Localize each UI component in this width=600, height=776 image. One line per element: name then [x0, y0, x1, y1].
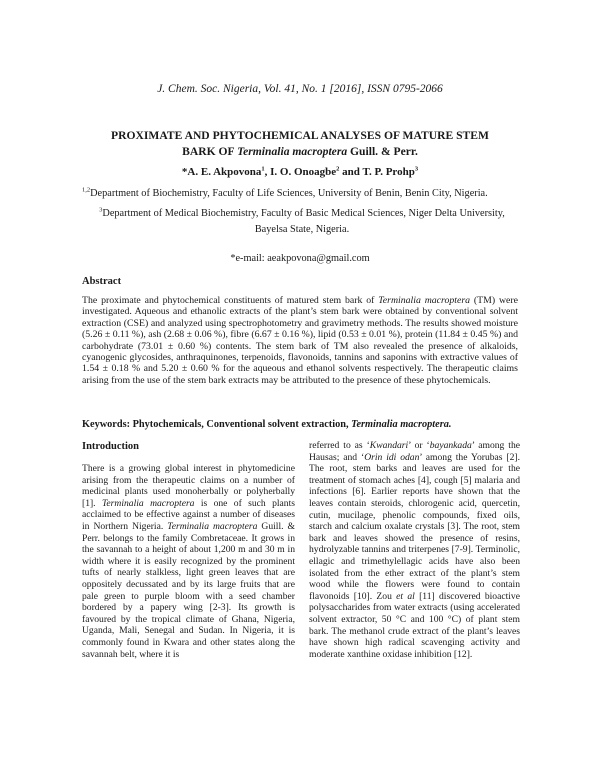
intro-text: Guill. & Perr. belongs to the family Combretaceae. It grows in the savannah to a height of about 1,200 m and 30 m in width where it is easily recognized by the prominent tufts of nearly stalkless, light green leaves that are oppositely decussated and by its large fruits that are pale green to purple bloom with a seed chamber bordered by a papery wing [2-3]. Its growth is favoured by the tropical climate of Ghana, Nigeria, Uganda, Mali, Senegal and Sudan. In Nigeria, it is commonly found in Kwara and other states along the savannah belt, where it is	[82, 520, 295, 660]
abstract-body	[82, 295, 518, 386]
journal-header: J. Chem. Soc. Nigeria, Vol. 41, No. 1 [2016], ISSN 0795-2066	[157, 83, 443, 95]
intro-species: Terminalia macroptera	[167, 520, 258, 532]
author-3: and T. P. Prohp	[339, 166, 415, 178]
column-right	[309, 440, 520, 660]
title-text: BARK OF	[182, 145, 238, 158]
intro-text: ’ among the Hausas; and ‘	[309, 440, 520, 463]
intro-text: is one of such plants acclaimed to be effective against a number of diseases in Northern Nigeria.	[82, 497, 295, 532]
affiliation-1-text: Department of Biochemistry, Faculty of Life Sciences, University of Benin, Benin City, Nigeria.	[90, 188, 488, 199]
abstract-heading: Abstract	[82, 276, 122, 287]
abstract-text-2: (TM) were investigated. Aqueous and ethanolic extracts of the plant’s stem bark were obtained by conventional solvent extraction (CSE) and analyzed using spectrophotometry and gravimetry methods. The results showed moisture (5.26 ± 0.11 %), ash (2.68 ± 0.06 %), fibre (6.67 ± 0.16 %), lipid (0.53 ± 0.01 %), protein (11.84 ± 0.45 %) and carbohydrate (73.01 ± 0.60 %) contents. The stem bark of TM also revealed the presence of alkaloids, cyanogenic glycosides, anthraquinones, terpenoids, flavonoids, tannins and saponins with extractive values of 1.54 ± 0.18 % and 5.20 ± 0.60 % for the aqueous and ethanol solvents respectively. The therapeutic claims arising from the use of the stem bark extracts may be attributed to the presence of these phytochemicals.	[82, 295, 518, 386]
column-left	[82, 463, 295, 660]
affiliation-1	[82, 186, 562, 201]
title-authority: Guill. & Perr.	[347, 145, 418, 158]
author-1-sup: 1	[261, 165, 265, 173]
introduction-heading: Introduction	[82, 441, 139, 452]
title-species: Terminalia macroptera	[237, 145, 348, 158]
intro-local-name: bayankada	[429, 440, 472, 451]
affiliation-1-sup: 1,2	[82, 186, 91, 194]
intro-text: [11] discovered bioactive polysaccharides from water extracts (using accelerated solvent extractor, 50 °C and 100 °C) of plant stem bark. The methanol crude extract of the plant’s leaves have shown high radical scavenging activity and moderate xanthine oxidase inhibition [12].	[309, 590, 520, 660]
author-2-sup: 2	[336, 165, 340, 173]
keywords-species: Terminalia macroptera.	[351, 419, 452, 430]
affiliation-2	[82, 206, 522, 238]
affiliation-2-sup: 3	[99, 206, 103, 214]
intro-local-name: Orin idi odan	[364, 451, 420, 463]
keywords-text: Keywords: Phytochemicals, Conventional solvent extraction,	[82, 419, 352, 430]
intro-local-name: Kwandari	[369, 440, 409, 451]
intro-text: ’ or ‘	[408, 440, 430, 451]
intro-text: There is a growing global interest in phytomedicine arising from the therapeutic claims on a number of medicinal plants used monoherbally or polyherbally [1].	[82, 463, 295, 509]
intro-paragraph-left	[82, 463, 295, 660]
keywords	[82, 419, 518, 430]
author-2: , I. O. Onoagbe	[264, 166, 337, 178]
author-1: *A. E. Akpovona	[181, 166, 262, 178]
affiliation-2-text: Department of Medical Biochemistry, Faculty of Basic Medical Sciences, Niger Delta University, Bayelsa State, Nigeria.	[102, 208, 505, 235]
title-line-1: PROXIMATE AND PHYTOCHEMICAL ANALYSES OF MATURE STEM	[111, 129, 489, 142]
intro-species: Terminalia macroptera	[101, 497, 195, 509]
author-list	[0, 166, 600, 178]
intro-text: ’ among the Yorubas [2]. The root, stem barks and leaves are used for the treatment of stomach aches [4], cough [5] malaria and infections [6]. Earlier reports have shown that the leaves contain steroids, chlorogenic acid, quercetin, cutin, mucilage, phenolic compounds, fixed oils, starch and calcium oxalate crystals [3]. The root, stem bark and leaves showed the presence of resins, hydrolyzable tannins and triterpenes [7-9]. Terminolic, ellagic and trimethylellagic acids have also been isolated from the ether extract of the plant’s stem wood while the flowers were found to contain flavonoids [10]. Zou	[309, 451, 520, 602]
intro-citation-italic: et al	[396, 590, 415, 602]
title-line-2	[100, 144, 500, 160]
paper-title	[100, 128, 500, 160]
author-3-sup: 3	[414, 165, 419, 173]
author-email: *e-mail: aeakpovona@gmail.com	[230, 253, 370, 264]
abstract-text-1: The proximate and phytochemical constituents of matured stem bark of	[82, 295, 379, 306]
abstract-species: Terminalia macroptera	[378, 295, 471, 306]
intro-text: referred to as ‘	[309, 440, 370, 451]
intro-paragraph-right	[309, 440, 520, 660]
